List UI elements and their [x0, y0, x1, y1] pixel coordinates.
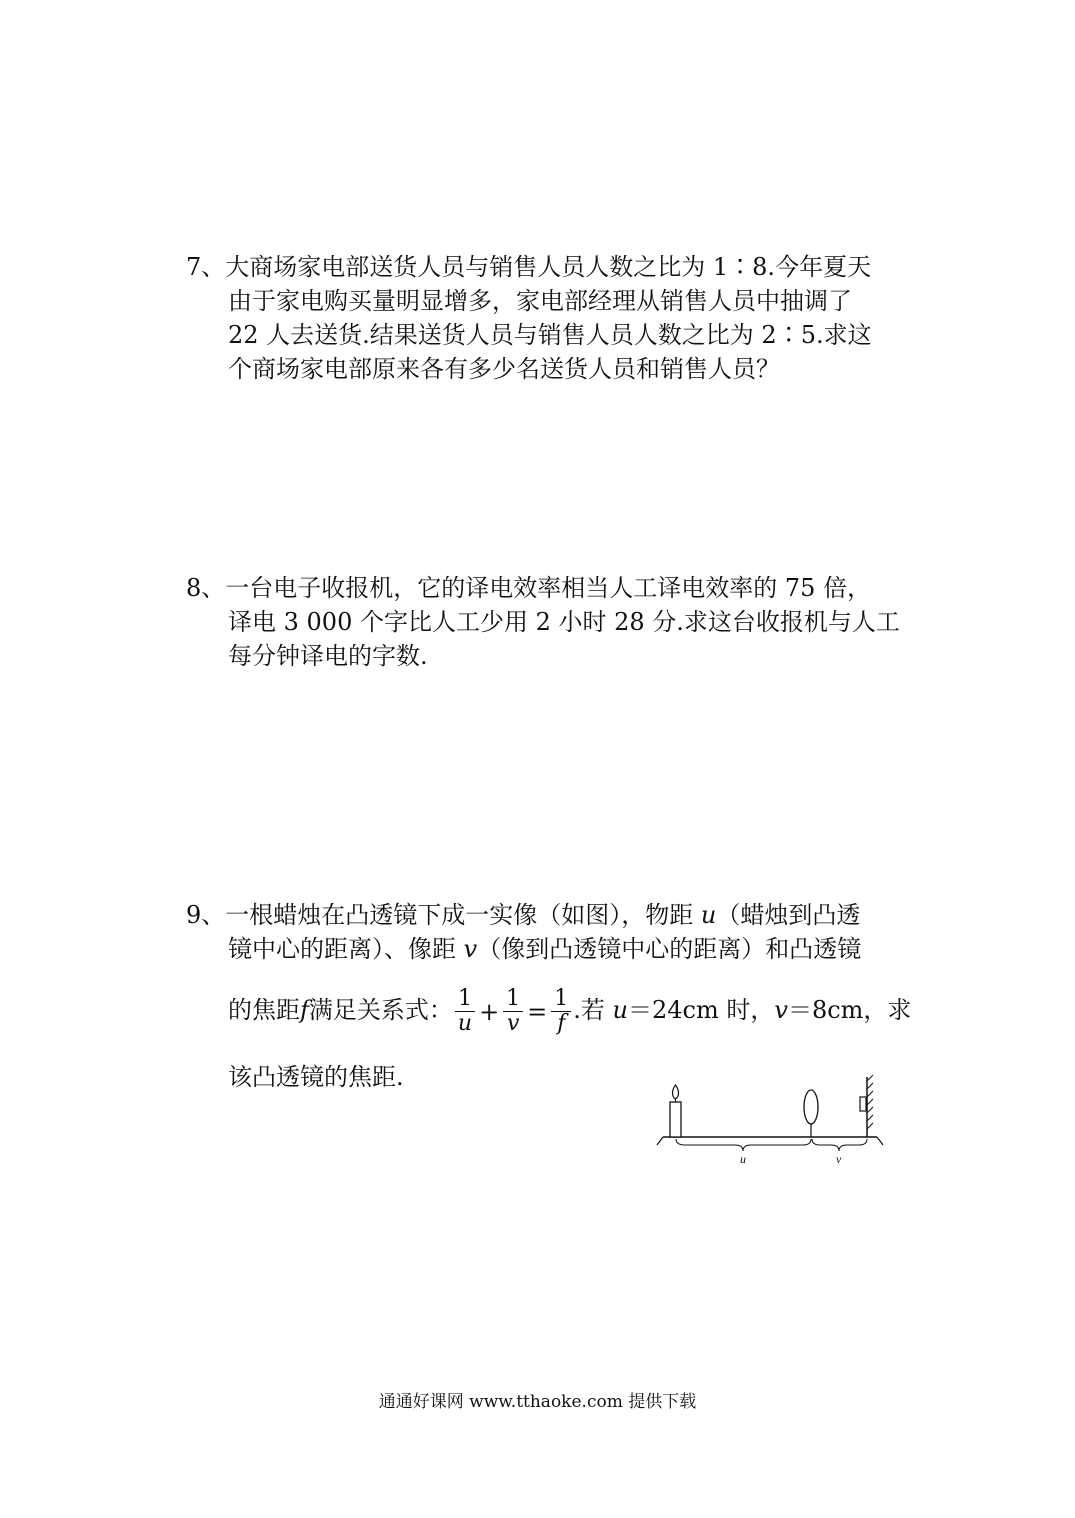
bench-right-edge — [877, 1137, 883, 1145]
problem-9-line-1 — [186, 900, 860, 930]
brace-v — [812, 1139, 867, 1151]
problem-9-line-3 — [228, 980, 911, 1042]
fraction-1-over-u — [455, 987, 475, 1036]
var-v: v — [463, 935, 478, 963]
var-f: f — [300, 996, 309, 1024]
problem-8-line-1: 8、一台电子收报机，它的译电效率相当人工译电效率的 75 倍， — [186, 574, 872, 602]
fraction-denominator: f — [557, 1011, 566, 1036]
plus-sign: + — [479, 997, 500, 1026]
problem-9-line-3-tail-a: .若 — [573, 996, 613, 1024]
problem-9-line-1-tail: （蜡烛到凸透 — [716, 901, 861, 929]
problem-7-line-4: 个商场家电部原来各有多少名送货人员和销售人员？ — [228, 355, 780, 383]
equals-sign: = — [527, 997, 548, 1026]
problem-8-line-2: 译电 3 000 个字比人工少用 2 小时 28 分.求这台收报机与人工 — [228, 608, 900, 636]
fraction-1-over-f — [551, 987, 571, 1036]
diagram-label-u: u — [740, 1152, 746, 1166]
problem-9-line-2-head: 镜中心的距离）、像距 — [228, 935, 464, 963]
candle-icon — [670, 1085, 681, 1137]
fraction-1-over-v — [503, 987, 523, 1036]
problem-7-line-2: 由于家电购买量明显增多，家电部经理从销售人员中抽调了 — [228, 287, 852, 315]
diagram-label-v: v — [836, 1152, 842, 1166]
screen-wall-icon — [860, 1075, 873, 1137]
fraction-numerator: 1 — [551, 987, 571, 1012]
fraction-denominator: u — [457, 1011, 473, 1036]
problem-9-line-2 — [228, 934, 861, 964]
fraction-denominator: v — [506, 1011, 520, 1036]
problem-9-line-1-text: 9、一根蜡烛在凸透镜下成一实像（如图），物距 — [186, 901, 701, 929]
lens-diagram — [655, 1075, 885, 1170]
problem-9-line-3-tail-c: ＝8cm，求 — [787, 996, 912, 1024]
var-u: u — [700, 901, 717, 929]
problem-7-line-1: 7、大商场家电部送货人员与销售人员人数之比为 1∶8.今年夏天 — [186, 253, 872, 281]
convex-lens-icon — [804, 1090, 818, 1137]
var-v: v — [774, 996, 788, 1024]
problem-9-line-3-mid: 满足关系式： — [308, 996, 453, 1024]
fraction-numerator: 1 — [455, 987, 475, 1012]
problem-9-line-2-tail: （像到凸透镜中心的距离）和凸透镜 — [477, 935, 862, 963]
fraction-numerator: 1 — [503, 987, 523, 1012]
page-footer: 通通好课网 www.tthaoke.com 提供下载 — [378, 1392, 697, 1412]
problem-7-line-3: 22 人去送货.结果送货人员与销售人员人数之比为 2∶5.求这 — [228, 321, 872, 349]
bench-left-edge — [657, 1137, 663, 1145]
brace-u — [676, 1139, 811, 1151]
var-u: u — [612, 996, 629, 1024]
problem-8-line-3: 每分钟译电的字数. — [228, 642, 428, 670]
problem-9-line-4: 该凸透镜的焦距. — [228, 1063, 404, 1091]
problem-9-line-3-head: 的焦距 — [228, 996, 300, 1024]
problem-9-line-3-tail-b: ＝24cm 时， — [628, 996, 775, 1024]
